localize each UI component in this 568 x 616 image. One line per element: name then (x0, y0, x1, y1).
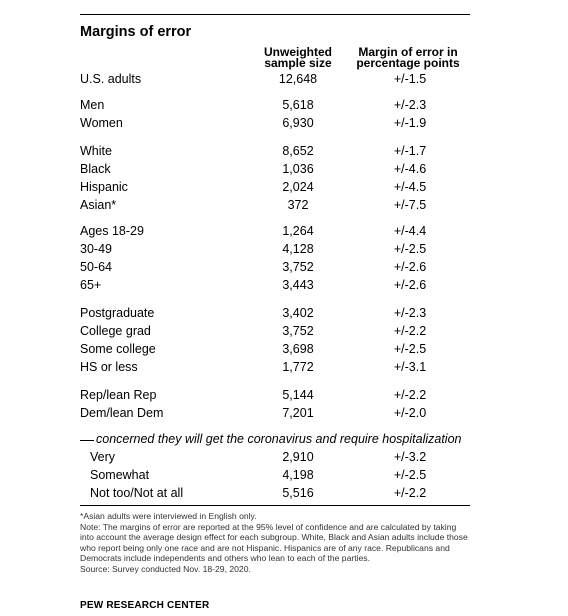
table-row (80, 116, 470, 134)
margin-of-error-value: +/-2.2 (393, 324, 427, 338)
sample-size-value: 2,024 (282, 180, 314, 194)
table-row (80, 486, 470, 504)
row-label: Men (80, 98, 105, 112)
sample-size-value: 5,618 (282, 98, 314, 112)
table-row (80, 260, 470, 278)
margin-of-error-value: +/-4.5 (393, 180, 427, 194)
table-row (80, 278, 470, 296)
row-label: Rep/lean Rep (80, 388, 157, 402)
row-label: White (80, 144, 112, 158)
sample-size-value: 6,930 (282, 116, 314, 130)
table-row (80, 198, 470, 216)
table-row (80, 144, 470, 162)
margin-of-error-value: +/-2.3 (393, 306, 427, 320)
margin-of-error-value: +/-2.2 (393, 388, 427, 402)
table-row (80, 306, 470, 324)
margin-of-error-value: +/-1.9 (393, 116, 427, 130)
margin-of-error-value: +/-4.6 (393, 162, 427, 176)
table-row (80, 98, 470, 116)
table-row (80, 406, 470, 424)
sample-size-value: 3,443 (282, 278, 314, 292)
margin-of-error-value: +/-2.0 (393, 406, 427, 420)
margin-of-error-value: +/-1.7 (393, 144, 427, 158)
row-label: U.S. adults (80, 72, 142, 86)
blank-line (80, 440, 94, 441)
sample-size-value: 1,772 (282, 360, 314, 374)
sample-size-value: 5,144 (282, 388, 314, 402)
sample-size-value: 2,910 (282, 450, 314, 464)
sample-size-header (238, 47, 358, 69)
row-label: Hispanic (80, 180, 128, 194)
margin-of-error-header-line2: percentage points (356, 56, 460, 70)
row-label: Ages 18-29 (80, 224, 144, 238)
margin-of-error-value: +/-2.3 (393, 98, 427, 112)
table-row (80, 72, 470, 90)
concern-subheading (80, 432, 462, 446)
source-note: Source: Survey conducted Nov. 18-29, 2020. (80, 563, 251, 574)
table-row (80, 468, 470, 486)
row-label: 65+ (80, 278, 102, 292)
row-label: Black (80, 162, 111, 176)
margin-of-error-value: +/-7.5 (393, 198, 427, 212)
concern-subheading-text: concerned they will get the coronavirus and require hospitalization (96, 432, 462, 446)
table-row (80, 162, 470, 180)
sample-size-value: 5,516 (282, 486, 314, 500)
row-label: Some college (80, 342, 156, 356)
sample-size-value: 7,201 (282, 406, 314, 420)
table-row (80, 224, 470, 242)
margin-of-error-value: +/-3.2 (393, 450, 427, 464)
pew-research-center-logo: PEW RESEARCH CENTER (80, 600, 210, 611)
row-label: Dem/lean Dem (80, 406, 164, 420)
sample-size-header-line2: sample size (264, 56, 332, 70)
margin-of-error-header (348, 47, 468, 69)
sample-size-value: 3,402 (282, 306, 314, 320)
footnotes (80, 511, 470, 574)
table-row (80, 242, 470, 260)
row-label: Not too/Not at all (90, 486, 184, 500)
margin-of-error-value: +/-2.5 (393, 468, 427, 482)
row-label: Somewhat (90, 468, 150, 482)
table-row (80, 180, 470, 198)
margin-of-error-value: +/-2.6 (393, 278, 427, 292)
sample-size-value: 12,648 (278, 72, 318, 86)
margin-of-error-value: +/-4.4 (393, 224, 427, 238)
row-label: Asian* (80, 198, 117, 212)
margin-of-error-value: +/-1.5 (393, 72, 427, 86)
sample-size-value: 4,198 (282, 468, 314, 482)
row-label: 30-49 (80, 242, 112, 256)
row-label: Very (90, 450, 116, 464)
margin-of-error-value: +/-2.5 (393, 342, 427, 356)
sample-size-value: 4,128 (282, 242, 314, 256)
sample-size-value: 1,264 (282, 224, 314, 238)
row-label: Women (80, 116, 123, 130)
margins-of-error-table (80, 14, 470, 611)
margin-of-error-header-line1: Margin of error in (358, 45, 458, 59)
sample-size-value: 3,698 (282, 342, 314, 356)
sample-size-header-line1: Unweighted (264, 45, 332, 59)
table-row (80, 360, 470, 378)
bottom-rule (80, 505, 470, 506)
margin-of-error-value: +/-2.2 (393, 486, 427, 500)
table-row (80, 450, 470, 468)
row-label: College grad (80, 324, 151, 338)
table-row (80, 342, 470, 360)
sample-size-value: 1,036 (282, 162, 314, 176)
row-label: HS or less (80, 360, 138, 374)
row-label: Postgraduate (80, 306, 155, 320)
sample-size-value: 372 (287, 198, 309, 212)
sample-size-value: 3,752 (282, 324, 314, 338)
top-rule (80, 14, 470, 15)
margin-of-error-value: +/-2.6 (393, 260, 427, 274)
table-row (80, 324, 470, 342)
margin-of-error-value: +/-2.5 (393, 242, 427, 256)
asian-footnote: *Asian adults were interviewed in English only. (80, 511, 257, 521)
sample-size-value: 3,752 (282, 260, 314, 274)
table-title: Margins of error (80, 24, 192, 40)
row-label: 50-64 (80, 260, 112, 274)
margin-of-error-value: +/-3.1 (393, 360, 427, 374)
sample-size-value: 8,652 (282, 144, 314, 158)
table-row (80, 388, 470, 406)
methodology-note: Note: The margins of error are reported at the 95% level of confidence and are calculated by taking into account the average design effect for each subgroup. White, Black and Asian adults include those who report being only one race and are not Hispanic. Hispanics are of any race. Republicans and Democrats include independents and others who lean to each of the parties. (80, 521, 468, 563)
